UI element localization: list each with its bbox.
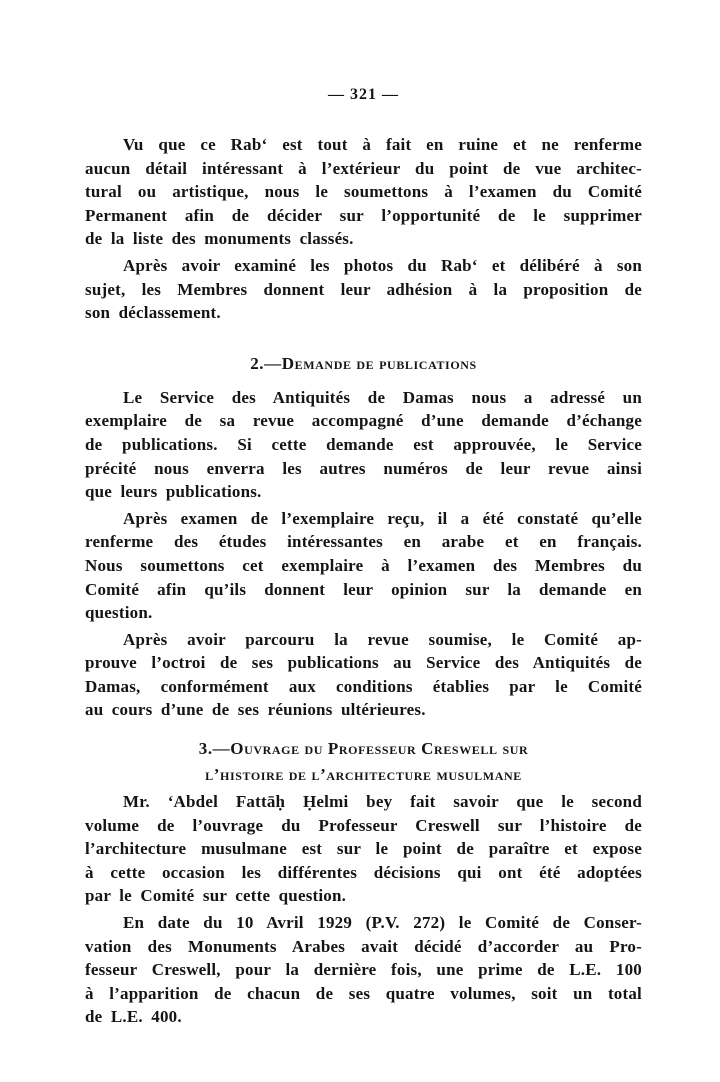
text-line: Nous soumettons cet exemplaire à l’examen des Membres du	[85, 555, 642, 575]
paragraph-service-damas	[85, 386, 642, 504]
heading-line: 3.—Ouvrage du Professeur Creswell sur	[198, 739, 529, 759]
text-line: En date du 10 Avril 1929 (P.V. 272) le Comité de Conser-	[123, 913, 642, 933]
text-line: Comité afin qu’ils donnent leur opinion sur la demande en	[85, 579, 642, 599]
text-line: vation des Monuments Arabes avait décidé d’accorder au Pro-	[85, 936, 642, 956]
text-line: de la liste des monuments classés.	[85, 229, 354, 249]
text-line: de L.E. 400.	[85, 1007, 182, 1027]
text-line: par le Comité sur cette question.	[85, 886, 347, 906]
text-line: volume de l’ouvrage du Professeur Creswell sur l’histoire de	[85, 815, 642, 835]
text-line: l’architecture musulmane est sur le point de paraître et expose	[85, 839, 642, 859]
paragraph-rab-ruine	[85, 133, 642, 251]
text-line: Le Service des Antiquités de Damas nous a adressé un	[123, 387, 642, 407]
text-line: question.	[85, 603, 153, 623]
text-line: fesseur Creswell, pour la dernière fois, une prime de L.E. 100	[85, 960, 642, 980]
text-line: prouve l’octroi de ses publications au Service des Antiquités de	[85, 653, 642, 673]
text-line: son déclassement.	[85, 303, 221, 323]
heading-line: l’histoire de l’architecture musulmane	[205, 765, 522, 785]
text-line: renferme des études intéressantes en arabe et en français.	[85, 532, 642, 552]
paragraph-examen-exemplaire	[85, 507, 642, 625]
page-number: — 321 —	[328, 86, 399, 103]
text-line: Après avoir examiné les photos du Rab‘ et délibéré à son	[123, 255, 642, 275]
text-line: Mr. ‘Abdel Fattāḥ Ḥelmi bey fait savoir que le second	[123, 792, 642, 812]
text-line: Après avoir parcouru la revue soumise, le Comité ap-	[123, 629, 642, 649]
text-line: exemplaire de sa revue accompagné d’une demande d’échange	[85, 411, 642, 431]
text-line: Après examen de l’exemplaire reçu, il a été constaté qu’elle	[123, 508, 642, 528]
text-line: aucun détail intéressant à l’extérieur du point de vue architec-	[85, 158, 642, 178]
paragraph-declassement	[85, 254, 642, 325]
section-heading-demande-publications: 2.—Demande de publications	[250, 353, 477, 373]
paragraph-octroi-publications	[85, 628, 642, 722]
text-line: précité nous enverra les autres numéros de leur revue ainsi	[85, 458, 642, 478]
paragraph-prime-creswell	[85, 911, 642, 1029]
text-block	[85, 86, 642, 1032]
paragraph-helmi-bey	[85, 790, 642, 908]
text-line: à l’apparition de chacun de ses quatre volumes, soit un total	[85, 983, 642, 1003]
text-line: Vu que ce Rab‘ est tout à fait en ruine et ne renferme	[123, 135, 642, 154]
text-line: sujet, les Membres donnent leur adhésion à la proposition de	[85, 279, 642, 299]
text-line: de publications. Si cette demande est approuvée, le Service	[85, 434, 642, 454]
section-heading-ouvrage-creswell	[85, 736, 642, 788]
text-line: à cette occasion les différentes décisions qui ont été adoptées	[85, 862, 642, 882]
text-line: que leurs publications.	[85, 482, 262, 502]
text-line: tural ou artistique, nous le soumettons à l’examen du Comité	[85, 182, 642, 202]
text-line: Permanent afin de décider sur l’opportunité de le supprimer	[85, 205, 642, 225]
text-line: Damas, conformément aux conditions établies par le Comité	[85, 676, 642, 696]
text-line: au cours d’une de ses réunions ultérieures.	[85, 700, 426, 720]
